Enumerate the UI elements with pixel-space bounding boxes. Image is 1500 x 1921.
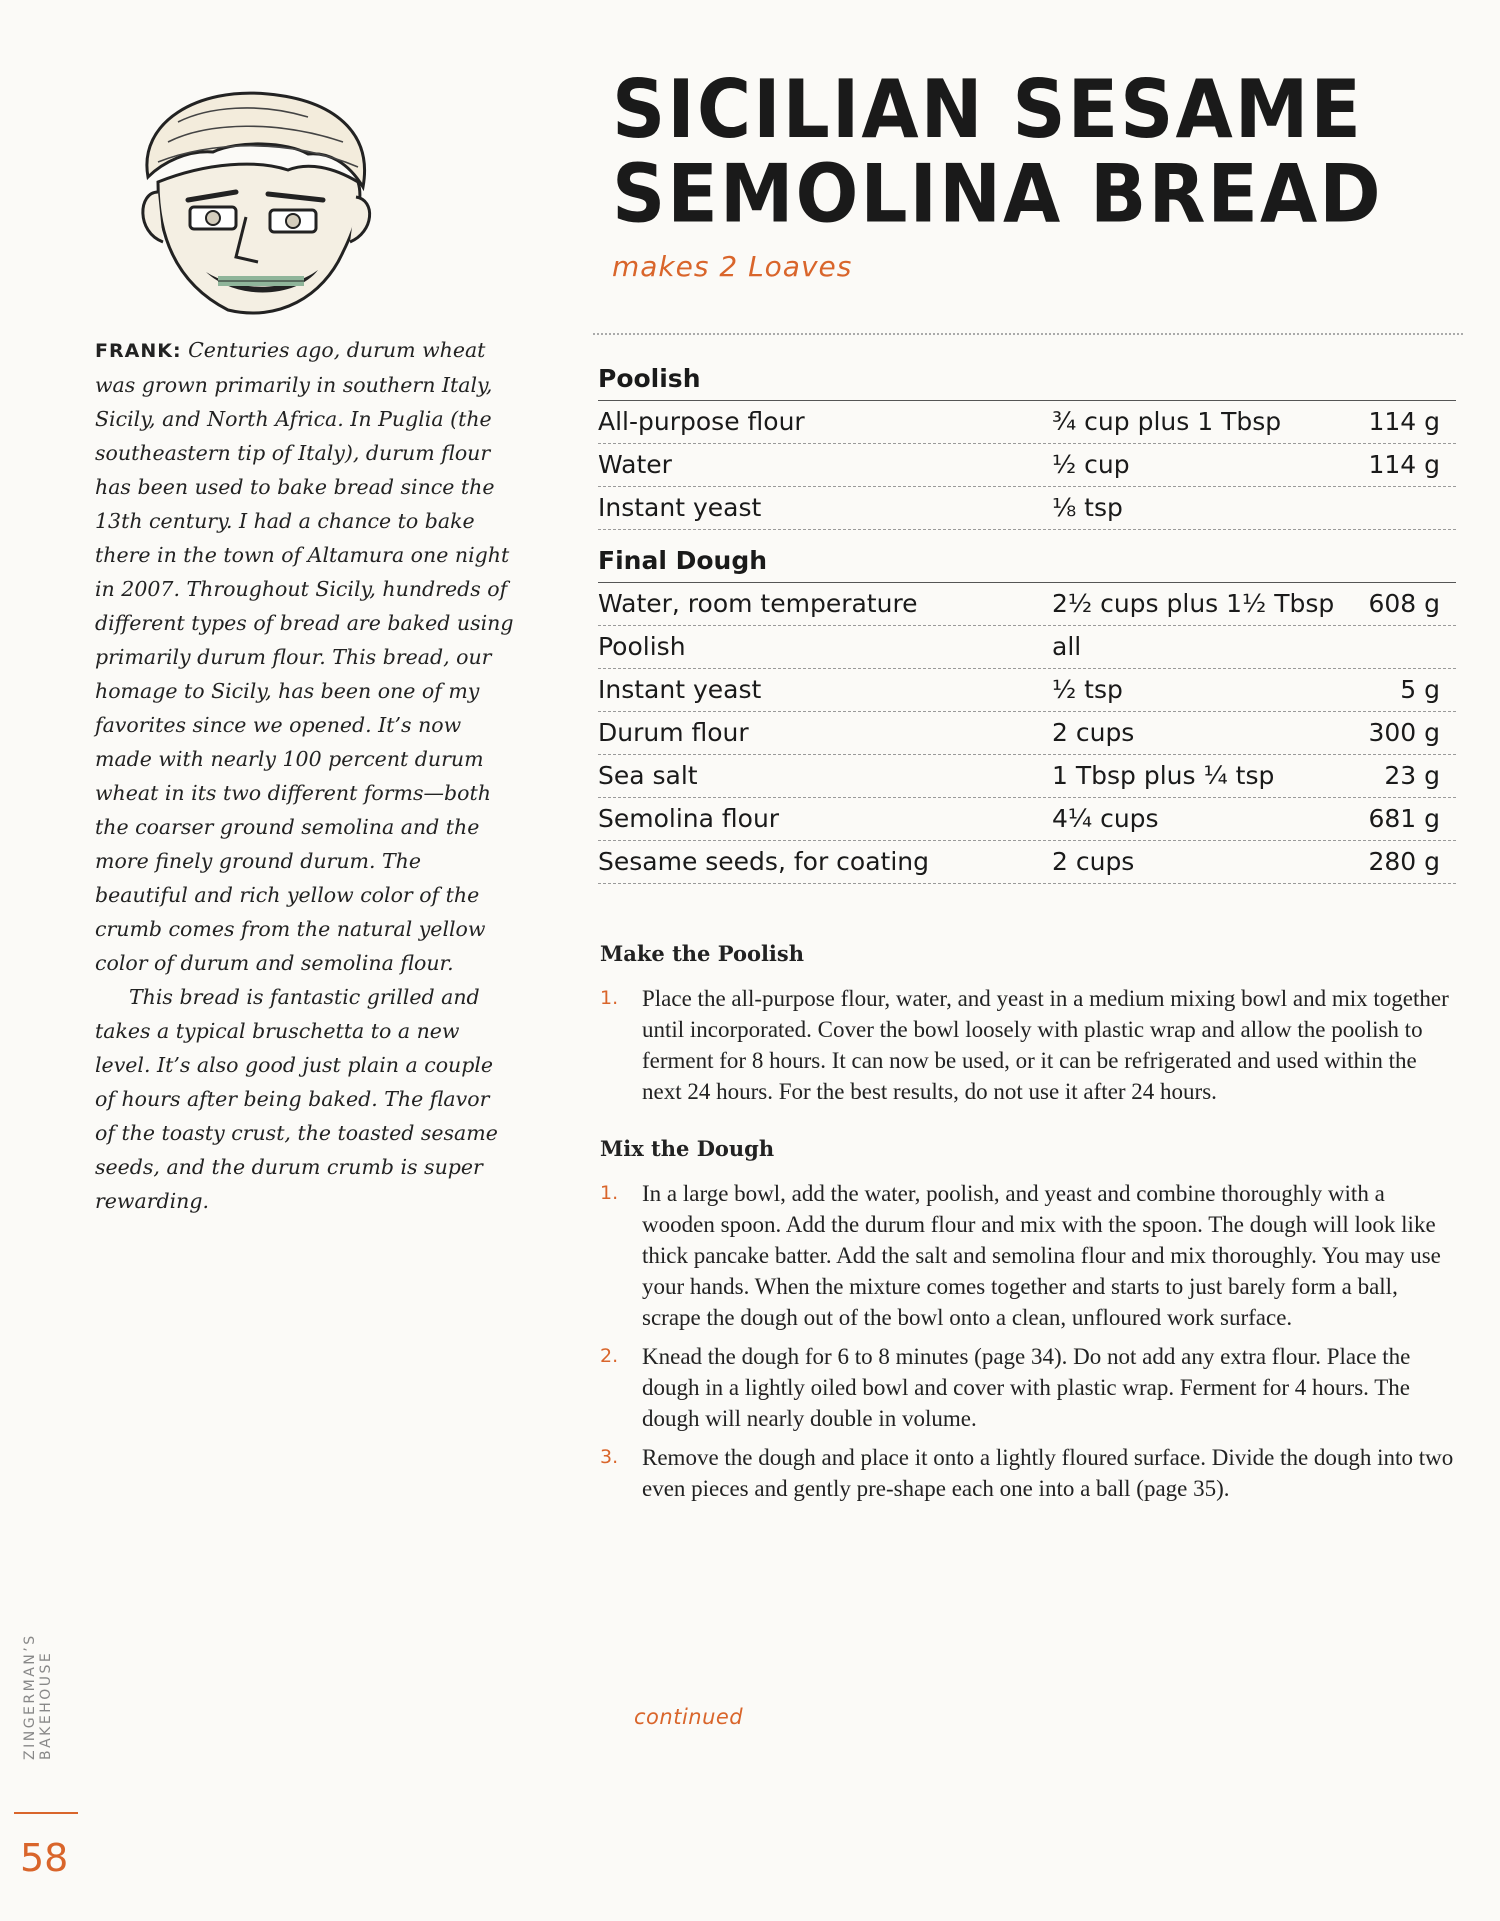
page-number: 58 (20, 1836, 69, 1880)
ingredient-volume: ½ tsp (1052, 675, 1123, 704)
ingredient-weight: 681 g (1368, 804, 1440, 833)
ingredient-row (598, 487, 1456, 530)
ingredient-weight: 114 g (1368, 450, 1440, 479)
ingredient-name: All-purpose flour (598, 407, 805, 436)
ingredient-row (598, 755, 1456, 798)
ingredient-name: Instant yeast (598, 675, 762, 704)
ingredient-weight: 608 g (1368, 589, 1440, 618)
ingredient-name: Sesame seeds, for coating (598, 847, 929, 876)
ingredient-name: Durum flour (598, 718, 749, 747)
step-text: Remove the dough and place it onto a lightly floured surface. Divide the dough into two even pieces and gently pre-shape each one into a ball (page 35). (642, 1445, 1454, 1501)
method-step (600, 1442, 1460, 1504)
ingredient-weight: 300 g (1368, 718, 1440, 747)
ingredient-row (598, 712, 1456, 755)
ingredient-row (598, 669, 1456, 712)
ingredient-volume: ¾ cup plus 1 Tbsp (1052, 407, 1282, 436)
ingredient-name: Sea salt (598, 761, 698, 790)
ingredient-volume: all (1052, 632, 1082, 661)
method-section (600, 938, 1460, 1512)
ingredient-volume: 4¼ cups (1052, 804, 1159, 833)
recipe-title-line-2: SEMOLINA BREAD (612, 147, 1383, 241)
ingredient-row (598, 401, 1456, 444)
mix-dough-heading: Mix the Dough (600, 1136, 775, 1161)
ingredient-weight (1352, 487, 1456, 529)
ingredients-table (598, 358, 1456, 884)
mix-dough-steps (600, 1178, 1460, 1504)
book-name-label: ZINGERMAN’S BAKEHOUSE (22, 1633, 54, 1760)
sidebar-paragraph-2: This bread is fantastic grilled and takes a typical bruschetta to a new level. It’s also good just plain a couple of hours after being baked. The flavor of the toasty crust, the toasted sesame seeds, and the durum crumb is super rewarding. (95, 985, 498, 1213)
ingredient-volume: 1 Tbsp plus ¼ tsp (1052, 761, 1275, 790)
ingredient-weight: 280 g (1368, 847, 1440, 876)
ingredient-row (598, 583, 1456, 626)
top-divider (593, 333, 1463, 336)
recipe-yield: makes 2 Loaves (612, 250, 853, 283)
continued-label: continued (634, 1705, 744, 1729)
ingredient-name: Semolina flour (598, 804, 780, 833)
ingredient-name: Poolish (598, 632, 686, 661)
step-number: 2. (600, 1345, 619, 1367)
ingredient-row (598, 626, 1456, 669)
frank-portrait-illustration (118, 82, 388, 322)
ingredient-row (598, 841, 1456, 884)
step-text: Knead the dough for 6 to 8 minutes (page 34). Do not add any extra flour. Place the dough in a lightly oiled bowl and cover with plastic wrap. Ferment for 4 hours. The dough will nearly double in volume. (642, 1344, 1411, 1431)
ingredient-weight (1352, 626, 1456, 668)
make-poolish-heading: Make the Poolish (600, 941, 805, 966)
ingredient-row (598, 798, 1456, 841)
ingredient-row (598, 444, 1456, 487)
method-step (600, 1178, 1460, 1333)
ingredient-volume: 2 cups (1052, 718, 1135, 747)
step-number: 1. (600, 987, 619, 1009)
sidebar-commentary (95, 333, 515, 1218)
final-dough-heading: Final Dough (598, 540, 1456, 583)
recipe-title-line-1: SICILIAN SESAME (612, 63, 1363, 157)
step-text: In a large bowl, add the water, poolish, and yeast and combine thoroughly with a wooden spoon. Add the durum flour and mix with the spoon. The dough will look like thick pancake batter. Add the salt and semolina flour and mix thoroughly. You may use your hands. When the mixture comes together and starts to just barely form a ball, scrape the dough out of the bowl onto a clean, unfloured work surface. (642, 1181, 1441, 1330)
poolish-rows (598, 401, 1456, 530)
method-step (600, 1341, 1460, 1434)
ingredient-weight: 23 g (1384, 761, 1440, 790)
recipe-title (612, 63, 1472, 241)
speaker-label: FRANK: (95, 340, 182, 362)
step-number: 3. (600, 1446, 619, 1468)
make-poolish-steps (600, 983, 1460, 1107)
ingredient-name: Water (598, 450, 672, 479)
page-number-rule (14, 1812, 78, 1814)
step-number: 1. (600, 1182, 619, 1204)
ingredient-name: Instant yeast (598, 493, 762, 522)
sidebar-paragraph-1-text: Centuries ago, durum wheat was grown primarily in southern Italy, Sicily, and North Africa. In Puglia (the southeastern tip of Italy), durum flour has been used to bake bread since the 13th century. I had a chance to bake there in the town of Altamura one night in 2007. Throughout Sicily, hundreds of different types of bread are baked using primarily durum flour. This bread, our homage to Sicily, has been one of my favorites since we opened. It’s now made with nearly 100 percent durum wheat in its two different forms—both the coarser ground semolina and the more finely ground durum. The beautiful and rich yellow color of the crumb comes from the natural yellow color of durum and semolina flour. (95, 338, 514, 975)
poolish-heading: Poolish (598, 358, 1456, 401)
ingredient-weight: 114 g (1368, 407, 1440, 436)
ingredient-volume: ½ cup (1052, 450, 1130, 479)
ingredient-name: Water, room temperature (598, 589, 918, 618)
step-text: Place the all-purpose flour, water, and yeast in a medium mixing bowl and mix together until incorporated. Cover the bowl loosely with plastic wrap and allow the poolish to ferment for 8 hours. It can now be used, or it can be refrigerated and used within the next 24 hours. For the best results, do not use it after 24 hours. (642, 986, 1449, 1104)
method-step (600, 983, 1460, 1107)
final-dough-rows (598, 583, 1456, 884)
ingredient-volume: 2 cups (1052, 847, 1135, 876)
sidebar-paragraph-1 (95, 333, 515, 980)
ingredient-volume: ⅛ tsp (1052, 493, 1123, 522)
ingredient-volume: 2½ cups plus 1½ Tbsp (1052, 589, 1335, 618)
ingredient-weight: 5 g (1400, 675, 1440, 704)
